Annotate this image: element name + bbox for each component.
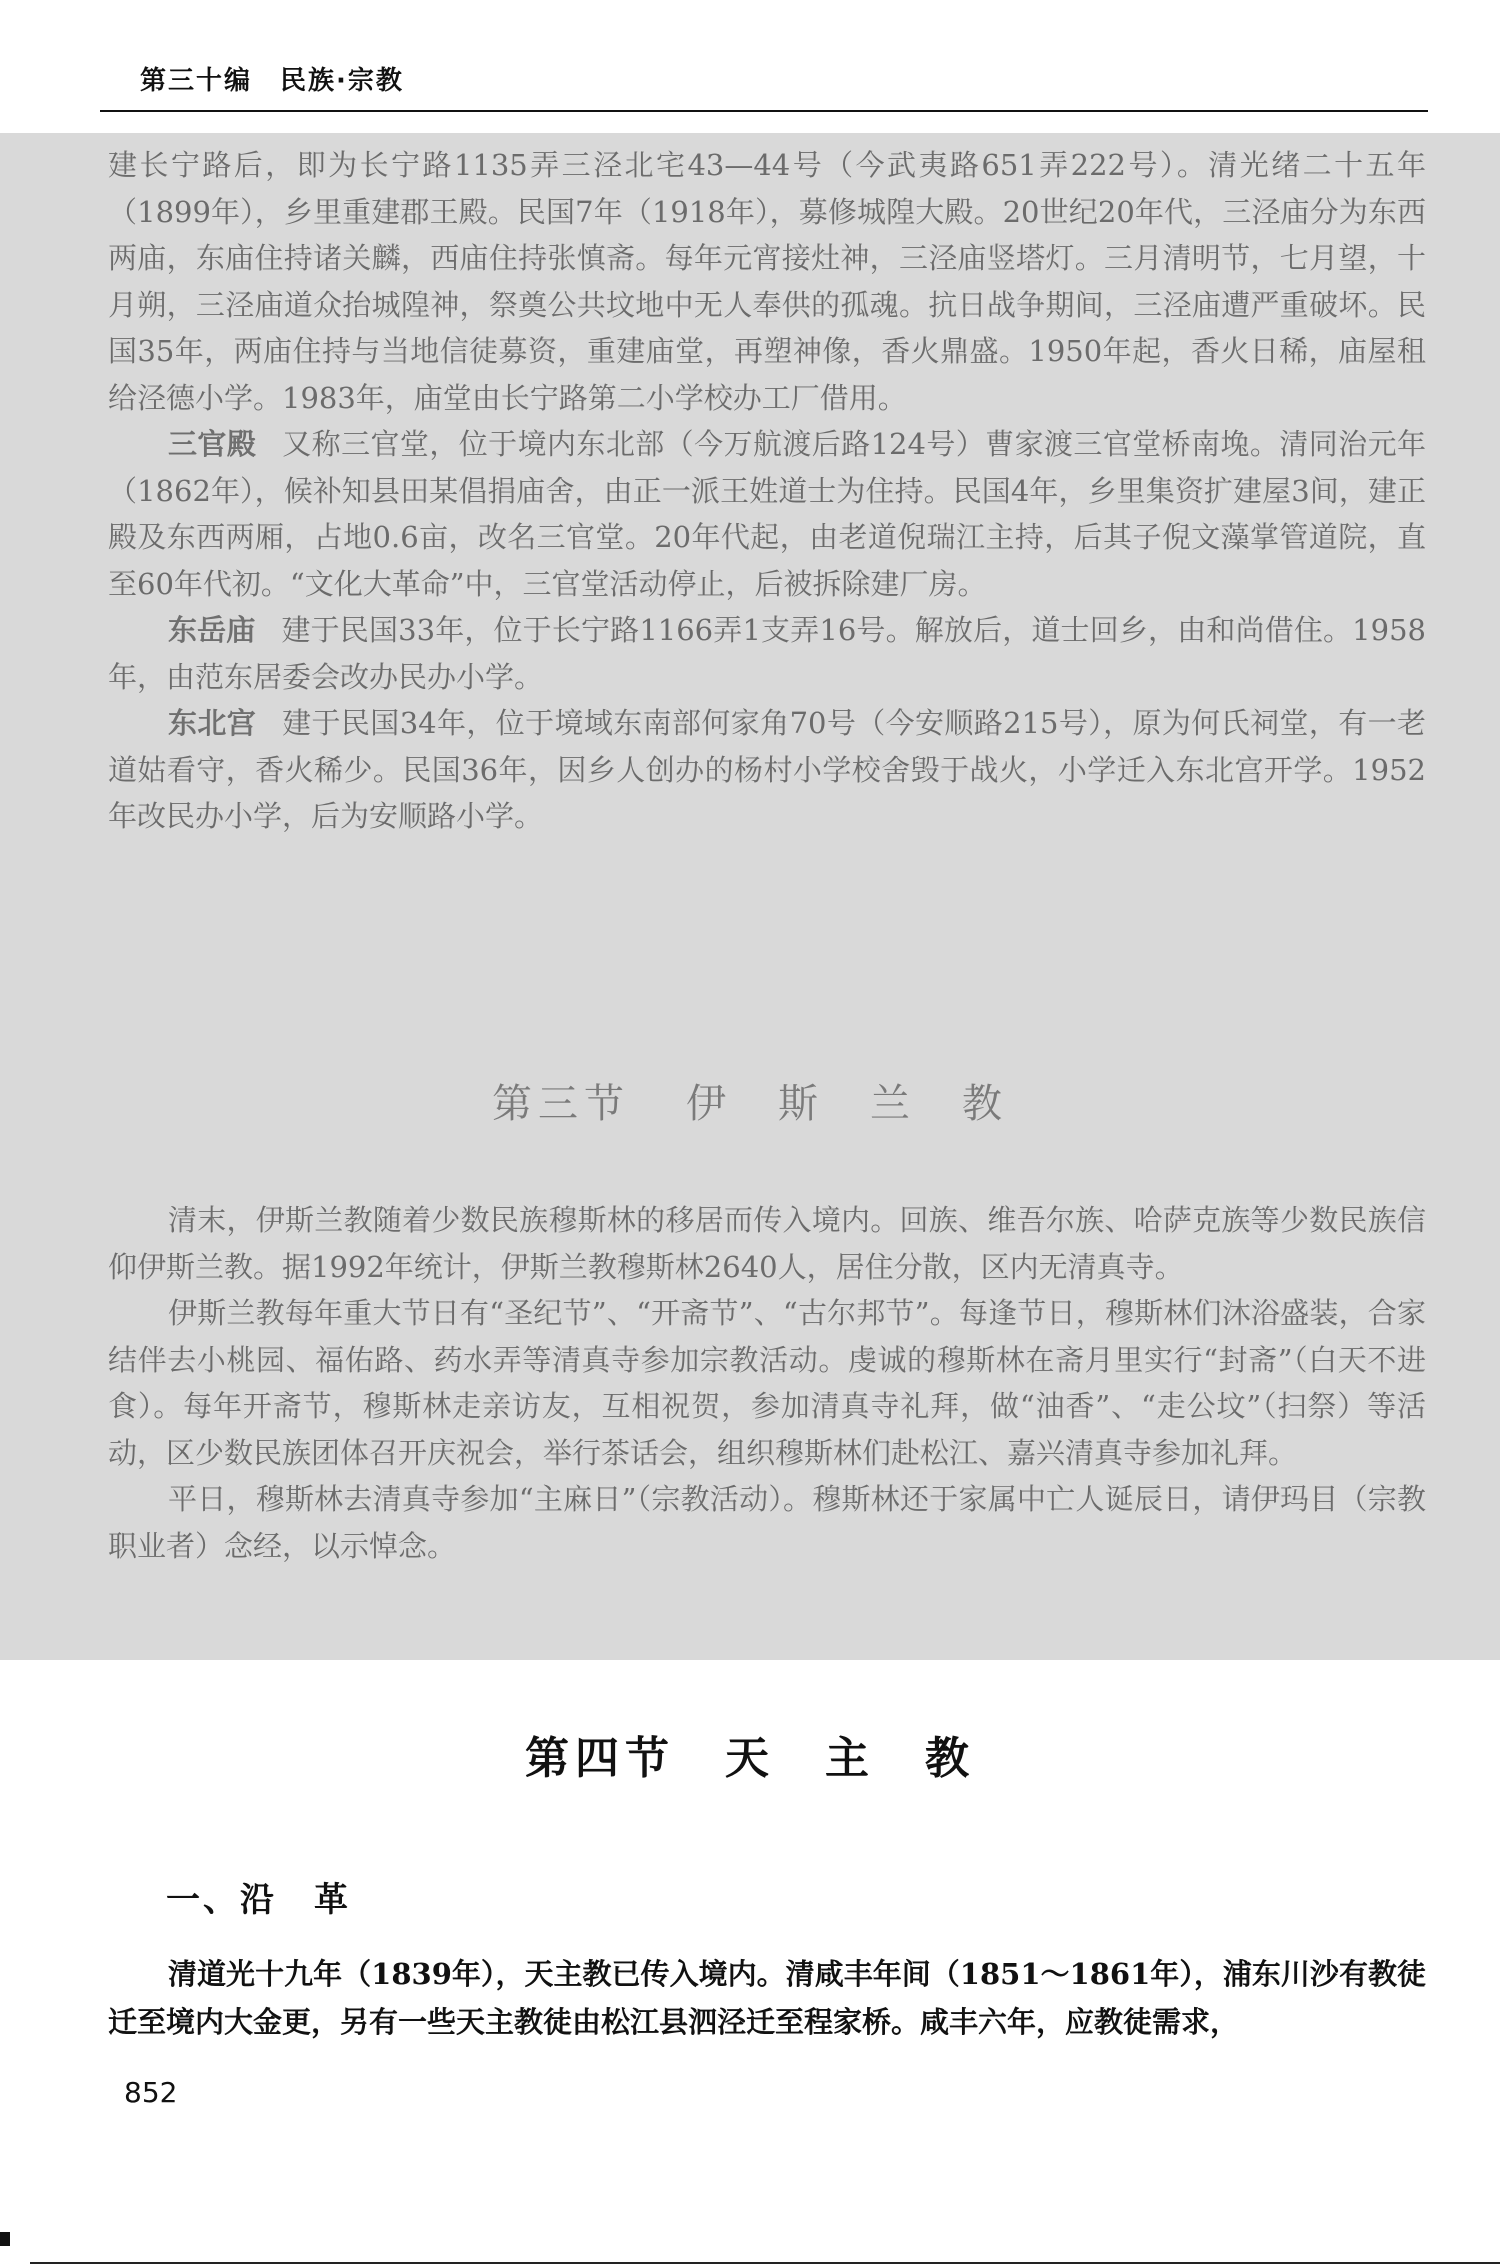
- entry-text: 建于民国34年，位于境域东南部何家角70号（今安顺路215号），原为何氏祠堂，有一老道姑看守，香火稀少。民国36年，因乡人创办的杨村小学校舍毁于战火，小学迁入东北宫开学。1952年改民办小学，后为安顺路小学。: [108, 706, 1426, 833]
- islam-text: [108, 1197, 1426, 1569]
- running-header-title: 第三十编 民族·宗教: [140, 66, 404, 96]
- running-header: [100, 52, 1428, 112]
- entry-text: 建于民国33年，位于长宁路1166弄1支弄16号。解放后，道士回乡，由和尚借住。1958年，由范东居委会改办民办小学。: [108, 613, 1426, 694]
- section-title-islam: [0, 1072, 1500, 1129]
- paragraph-catholic-1: 清道光十九年（1839年），天主教已传入境内。清咸丰年间（1851～1861年），浦东川沙有教徒迁至境内大金更，另有一些天主教徒由松江县泗泾迁至程家桥。咸丰六年，应教徒需求，: [108, 1957, 1426, 2039]
- paragraph-sanjing-temple: 建长宁路后，即为长宁路1135弄三泾北宅43—44号（今武夷路651弄222号）。清光绪二十五年（1899年），乡里重建郡王殿。民国7年（1918年），募修城隍大殿。20世纪20年代，三泾庙分为东西两庙，东庙住持诸关麟，西庙住持张慎斋。每年元宵接灶神，三泾庙竖塔灯。三月清明节，七月望，十月朔，三泾庙道众抬城隍神，祭奠公共坟地中无人奉供的孤魂。抗日战争期间，三泾庙遭严重破坏。民国35年，两庙住持与当地信徒募资，重建庙堂，再塑神像，香火鼎盛。1950年起，香火日稀，庙屋租给泾德小学。1983年，庙堂由长宁路第二小学校办工厂借用。: [108, 148, 1426, 415]
- paragraph-islam-3: 平日，穆斯林去清真寺参加“主麻日”（宗教活动）。穆斯林还于家属中亡人诞辰日，请伊玛目（宗教职业者）念经，以示悼念。: [108, 1482, 1426, 1563]
- paragraph-islam-2: 伊斯兰教每年重大节日有“圣纪节”、“开斋节”、“古尔邦节”。每逢节日，穆斯林们沐浴盛装，合家结伴去小桃园、福佑路、药水弄等清真寺参加宗教活动。虔诚的穆斯林在斋月里实行“封斋”（白天不进食）。每年开斋节，穆斯林走亲访友，互相祝贺，参加清真寺礼拜，做“油香”、“走公坟”（扫祭）等活动，区少数民族团体召开庆祝会，举行茶话会，组织穆斯林们赴松江、嘉兴清真寺参加礼拜。: [108, 1296, 1426, 1470]
- bottom-rule: [30, 2262, 1500, 2264]
- section-number: 第四节: [525, 1733, 675, 1784]
- entry-dongbei-palace: [108, 700, 1426, 840]
- entry-title: 东岳庙: [168, 613, 256, 647]
- entry-sanguan-hall: [108, 421, 1426, 607]
- subheading-history: 一、沿 革: [166, 1880, 351, 1920]
- section-number: 第三节: [492, 1081, 630, 1127]
- entry-dongyue-temple: [108, 607, 1426, 700]
- section-title-catholic: [0, 1722, 1500, 1786]
- paragraph-islam-1: 清末，伊斯兰教随着少数民族穆斯林的移居而传入境内。回族、维吾尔族、哈萨克族等少数民族信仰伊斯兰教。据1992年统计，伊斯兰教穆斯林2640人，居住分散，区内无清真寺。: [108, 1203, 1426, 1284]
- scan-mark: [0, 2232, 10, 2246]
- section-name: 天 主 教: [725, 1733, 975, 1784]
- entry-title: 三官殿: [168, 427, 257, 461]
- entry-title: 东北宫: [168, 706, 257, 740]
- section-name: 伊 斯 兰 教: [686, 1081, 1008, 1127]
- entry-text: 又称三官堂，位于境内东北部（今万航渡后路124号）曹家渡三官堂桥南堍。清同治元年（1862年），候补知县田某倡捐庙舍，由正一派王姓道士为住持。民国4年，乡里集资扩建屋3间，建正殿及东西两厢，占地0.6亩，改名三官堂。20年代起，由老道倪瑞江主持，后其子倪文藻掌管道院，直至60年代初。“文化大革命”中，三官堂活动停止，后被拆除建厂房。: [108, 427, 1426, 601]
- page-number: 852: [124, 2076, 178, 2109]
- temple-entries: [108, 142, 1426, 840]
- catholic-text: [108, 1950, 1426, 2046]
